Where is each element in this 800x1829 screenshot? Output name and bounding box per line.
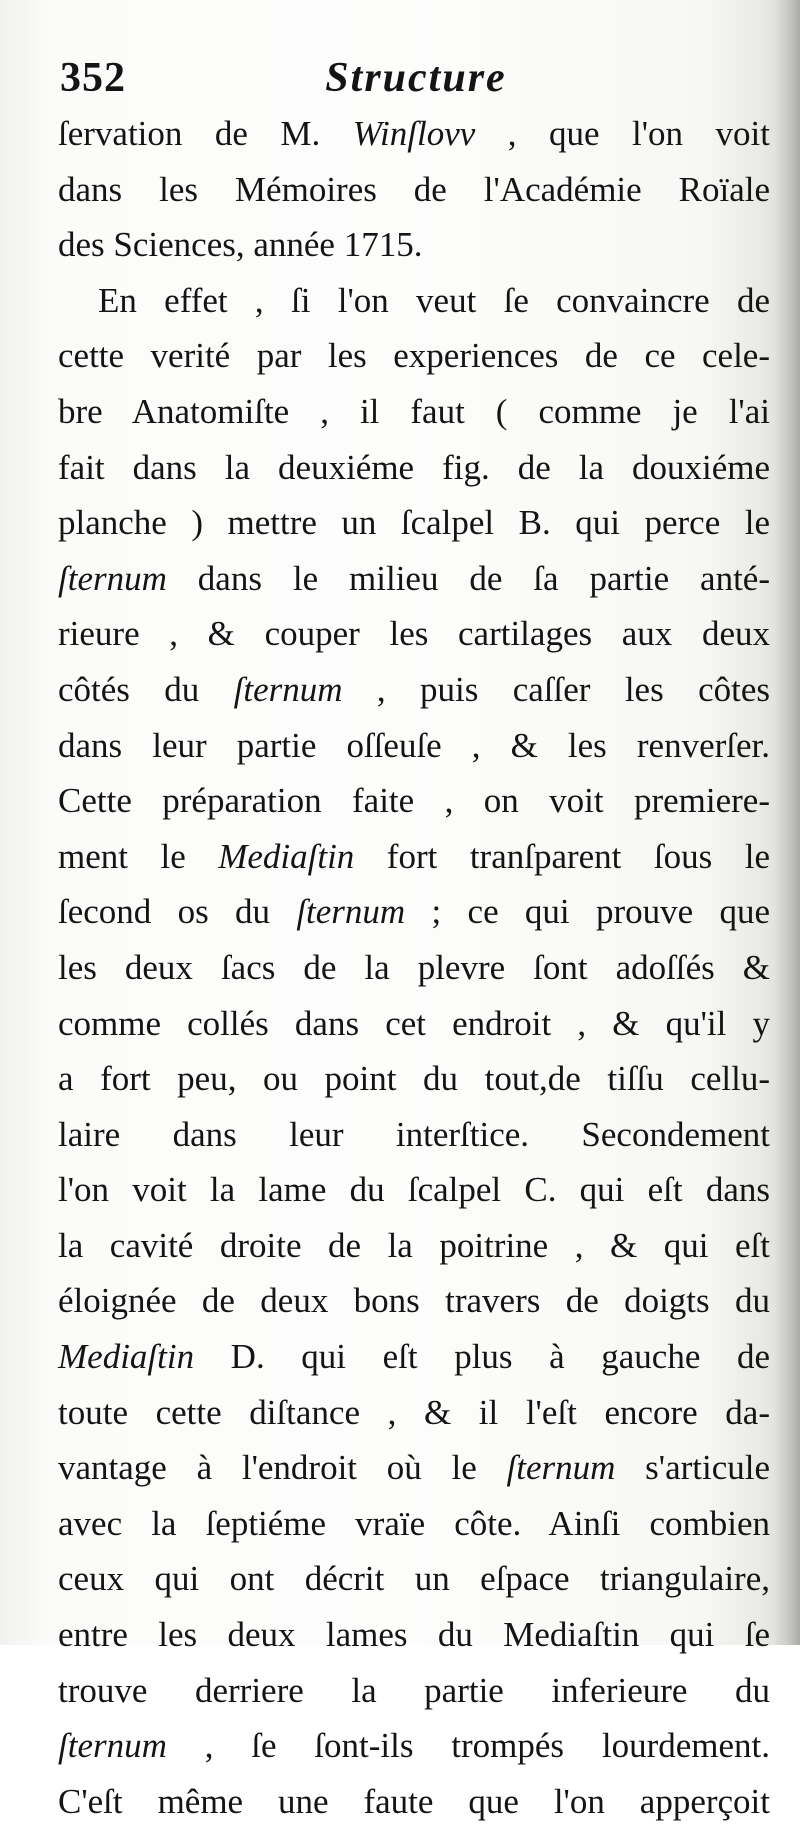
- text-segment: cette verité par les experiences de ce cele-: [58, 336, 770, 376]
- text-segment: dans leur partie oſſeuſe , & les renverſer.: [58, 725, 770, 765]
- text-line: [58, 1162, 770, 1218]
- text-segment: planche ) mettre un ſcalpel B. qui perce le: [58, 503, 770, 543]
- text-segment: dans le milieu de ſa partie anté-: [166, 558, 770, 598]
- italic-text: ſternum: [296, 892, 406, 932]
- text-line: [58, 1218, 770, 1274]
- text-segment: fort tranſparent ſous le: [354, 836, 770, 876]
- text-segment: la cavité droite de la poitrine , & qui eſt: [58, 1225, 770, 1265]
- text-line: [58, 384, 770, 440]
- text-segment: Cette préparation faite , on voit premiere-: [58, 781, 770, 821]
- text-segment: des Sciences, année 1715.: [58, 225, 423, 265]
- text-segment: D. qui eſt plus à gauche de: [194, 1337, 770, 1377]
- text-segment: s'articule: [615, 1448, 771, 1488]
- italic-text: Mediaſtin: [218, 836, 355, 876]
- text-segment: les deux ſacs de la plevre ſont adoſſés &: [58, 947, 770, 987]
- text-segment: ſecond os du: [58, 892, 297, 932]
- text-line: [58, 1440, 770, 1496]
- text-line: [58, 1385, 770, 1441]
- text-segment: C'eſt même une faute que l'on apperçoit: [58, 1781, 770, 1821]
- italic-text: Mediaſtin: [58, 1337, 195, 1377]
- text-segment: En effet , ſi l'on veut ſe convaincre de: [98, 280, 770, 320]
- italic-text: ſternum: [233, 669, 343, 709]
- text-line: [58, 1551, 770, 1607]
- text-segment: ; ce qui prouve que: [405, 892, 770, 932]
- text-line: [58, 106, 770, 162]
- text-line: [58, 718, 770, 774]
- page-header: [60, 48, 772, 108]
- text-line: [58, 829, 770, 885]
- text-segment: fait dans la deuxiéme fig. de la douxiéme: [58, 447, 770, 487]
- running-head: Structure: [325, 55, 507, 101]
- text-line: [58, 1774, 770, 1829]
- text-line: [58, 1051, 770, 1107]
- text-line: [58, 162, 770, 218]
- text-line: [58, 440, 770, 496]
- text-line: [58, 996, 770, 1052]
- text-line: [58, 606, 770, 662]
- text-segment: toute cette diſtance , & il l'eſt encore da-: [58, 1392, 770, 1432]
- italic-text: ſternum: [58, 558, 167, 598]
- text-line: [58, 328, 770, 384]
- text-line: [58, 1607, 770, 1663]
- text-segment: , ſe ſont-ils trompés lourdement.: [166, 1726, 770, 1766]
- text-line: [58, 551, 770, 607]
- text-segment: , que l'on voit: [475, 114, 771, 153]
- text-segment: entre les deux lames du Mediaſtin qui ſe: [58, 1615, 770, 1655]
- text-segment: trouve derriere la partie inferieure du: [58, 1670, 770, 1710]
- text-segment: éloignée de deux bons travers de doigts du: [58, 1281, 770, 1321]
- text-line: [58, 495, 770, 551]
- text-segment: ment le: [58, 836, 219, 876]
- text-segment: avec la ſeptiéme vraïe côte. Ainſi combien: [58, 1503, 770, 1543]
- text-line: [58, 273, 770, 329]
- text-segment: rieure , & couper les cartilages aux deux: [58, 614, 770, 654]
- text-segment: dans les Mémoires de l'Académie Roïale: [58, 169, 770, 209]
- text-segment: laire dans leur interſtice. Secondement: [58, 1114, 770, 1154]
- text-line: [58, 1496, 770, 1552]
- text-segment: bre Anatomiſte , il faut ( comme je l'ai: [58, 391, 770, 431]
- body-text: [58, 106, 770, 1829]
- text-segment: ſervation de M.: [58, 114, 353, 153]
- text-line: [58, 1329, 770, 1385]
- page-edge-shadow: [774, 0, 800, 1645]
- italic-text: Winſlovv: [352, 114, 476, 153]
- text-segment: l'on voit la lame du ſcalpel C. qui eſt dans: [58, 1170, 770, 1210]
- text-line: [58, 662, 770, 718]
- text-segment: , puis caſſer les côtes: [342, 669, 770, 709]
- text-line: [58, 940, 770, 996]
- page-number: 352: [60, 55, 126, 101]
- italic-text: ſternum: [58, 1726, 167, 1766]
- text-segment: comme collés dans cet endroit , & qu'il y: [58, 1003, 770, 1043]
- italic-text: ſternum: [506, 1448, 616, 1488]
- text-line: [58, 217, 770, 273]
- text-line: [58, 884, 770, 940]
- text-segment: vantage à l'endroit où le: [58, 1448, 507, 1488]
- text-line: [58, 1107, 770, 1163]
- text-line: [58, 1718, 770, 1774]
- text-line: [58, 1273, 770, 1329]
- text-segment: ceux qui ont décrit un eſpace triangulaire,: [58, 1559, 770, 1599]
- text-line: [58, 1663, 770, 1719]
- text-segment: côtés du: [58, 669, 234, 709]
- text-segment: a fort peu, ou point du tout,de tiſſu cellu-: [58, 1059, 770, 1099]
- text-line: [58, 773, 770, 829]
